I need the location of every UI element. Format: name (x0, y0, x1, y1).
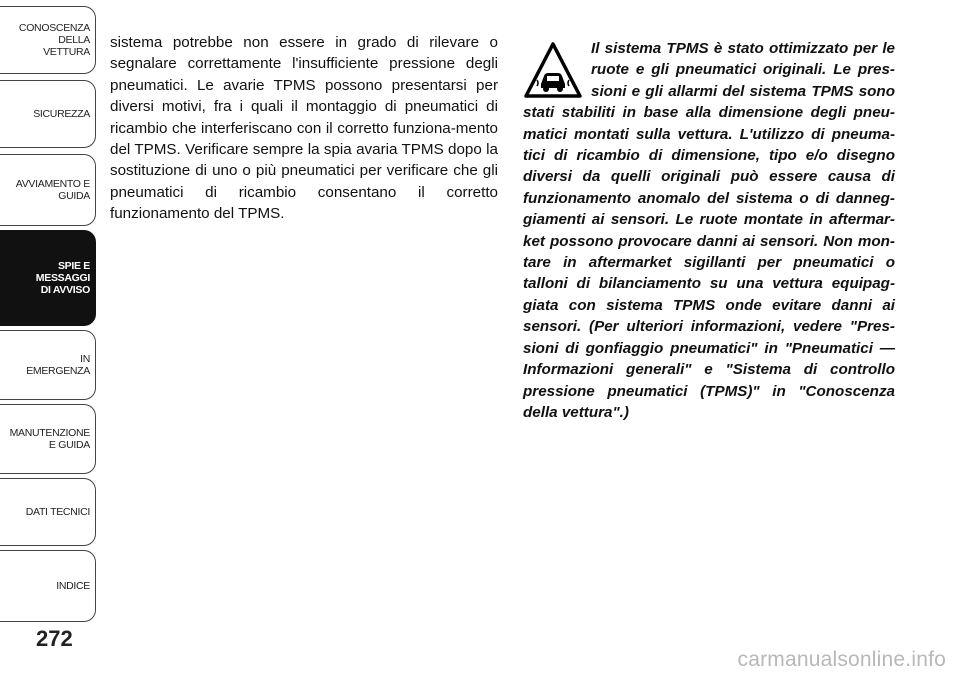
tab-conoscenza-della-vettura[interactable] (0, 6, 96, 74)
tab-dati-tecnici[interactable] (0, 478, 96, 546)
warning-triangle-car-icon (523, 40, 583, 100)
chapter-tabs (0, 0, 98, 640)
page-number: 272 (36, 626, 73, 651)
tab-label: SPIE E MESSAGGI DI AVVISO (35, 260, 90, 296)
tab-avviamento-e-guida[interactable] (0, 154, 96, 226)
tab-label: DATI TECNICI (25, 506, 90, 518)
tab-spie-e-messaggi-di-avviso[interactable] (0, 230, 96, 326)
tab-in-emergenza[interactable] (0, 330, 96, 400)
tab-label: AVVIAMENTO E GUIDA (15, 178, 90, 202)
tab-label: MANUTENZIONE E GUIDA (9, 427, 90, 451)
tab-indice[interactable] (0, 550, 96, 622)
body-text-left: sistema potrebbe non essere in grado di rilevare o segnalare correttamente l'insufficiente pressione degli pneumatici. Le avarie TPMS possono presentarsi per diversi motivi, fra i quali il montaggio di pneumatici di ricambio che interferiscano con il corretto funziona-mento del TPMS. Verificare sempre la spia avaria TPMS dopo la sostituzione di uno o più pneumatici per verificare che gli pneumatici di ricambio consentano il corretto funzionamento del TPMS. (110, 34, 498, 223)
tab-manutenzione-e-guida[interactable] (0, 404, 96, 474)
warning-box (523, 38, 895, 423)
tab-label: IN EMERGENZA (26, 353, 90, 377)
tab-label: SICUREZZA (33, 108, 90, 120)
tab-label: INDICE (56, 580, 90, 592)
tab-label: CONOSCENZA DELLA VETTURA (18, 22, 90, 58)
tab-sicurezza[interactable] (0, 80, 96, 148)
warning-text: Il sistema TPMS è stato ottimizzato per le ruote e gli pneumatici originali. Le pres-sioni e gli allarmi del sistema TPMS sono stati stabiliti in base alla dimensione degli pneu-matici montati sulla vettura. L'utilizzo di pneuma-tici di ricambio di dimensione, tipo e/o disegno diversi da quelli originali può essere causa di funzionamento anomalo del sistema o di danneg-giamenti ai sensori. Le ruote montate in aftermar-ket possono provocare danni ai sensori. Non mon-tare in aftermarket sigillanti per pneumatici o talloni di bilanciamento su una vettura equipag-giata con sistema TPMS onde evitare danni ai sensori. (Per ulteriori informazioni, vedere "Pres-sioni di gonfiaggio pneumatici" in "Pneumatici — Informazioni generali" e "Sistema di controllo pressione pneumatici (TPMS)" in "Conoscenza della vettura".) (523, 40, 895, 421)
watermark: carmanualsonline.info (737, 648, 946, 671)
